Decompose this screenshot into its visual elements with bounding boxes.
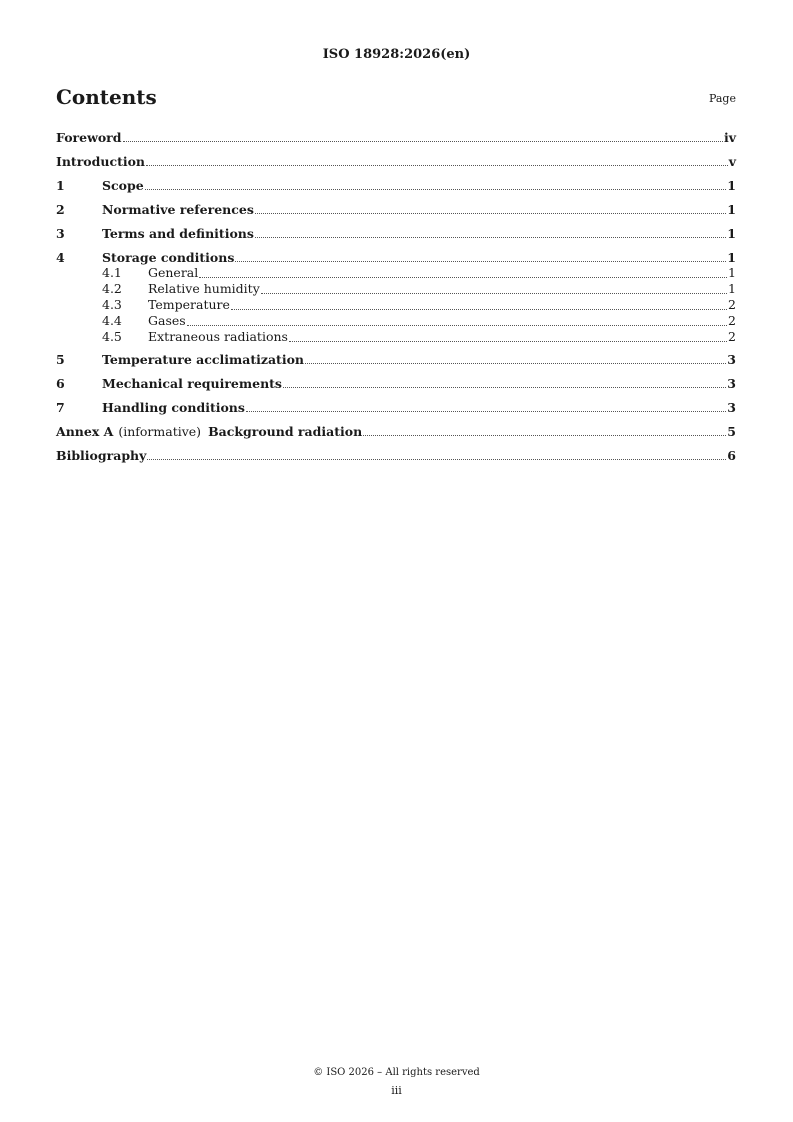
toc-page: 1 [727, 226, 736, 241]
dot-leader [235, 260, 726, 262]
footer-copyright: © ISO 2026 – All rights reserved [313, 1067, 480, 1078]
dot-leader [199, 276, 727, 278]
dot-leader [283, 386, 726, 388]
toc-entry-handling-conditions[interactable] [56, 400, 736, 415]
toc-subentry-general[interactable] [56, 265, 736, 281]
toc-page: 1 [728, 265, 736, 280]
toc-entry-introduction[interactable] [56, 154, 736, 169]
dot-leader [305, 362, 726, 364]
dot-leader [231, 308, 727, 310]
toc-entry-mechanical-requirements[interactable] [56, 376, 736, 391]
toc-page: 1 [728, 281, 736, 296]
toc-title: Gases [148, 313, 186, 328]
toc-page: 1 [727, 202, 736, 217]
dot-leader [147, 458, 726, 460]
toc-entry-bibliography[interactable] [56, 448, 736, 463]
toc-number: 4.1 [102, 265, 122, 280]
dot-leader [363, 434, 726, 436]
toc-subentry-extraneous-radiations[interactable] [56, 329, 736, 345]
toc-page: 3 [727, 352, 736, 367]
toc-number: 6 [56, 376, 65, 391]
toc-title: Background radiation [208, 424, 363, 439]
annex-note: (informative) [118, 424, 202, 439]
toc-entry-foreword[interactable] [56, 130, 736, 145]
toc-subentry-relative-humidity[interactable] [56, 281, 736, 297]
toc-title: Introduction [56, 154, 146, 169]
toc-number: 4.3 [102, 297, 122, 312]
toc-title: Scope [102, 178, 144, 193]
toc-number: 4.4 [102, 313, 122, 328]
toc-entry-scope[interactable] [56, 178, 736, 193]
toc-title: Temperature [148, 297, 230, 312]
dot-leader [123, 140, 723, 142]
toc-title: Storage conditions [102, 250, 235, 265]
toc-number: 4.2 [102, 281, 122, 296]
toc-title: Extraneous radiations [148, 329, 288, 344]
toc-number: 5 [56, 352, 65, 367]
toc-entry-normative-references[interactable] [56, 202, 736, 217]
dot-leader [246, 410, 726, 412]
toc-page: 3 [727, 376, 736, 391]
page-column-label: Page [708, 92, 736, 105]
document-id-header: ISO 18928:2026(en) [322, 47, 471, 62]
toc-entry-temperature-acclimatization[interactable] [56, 352, 736, 367]
toc-number: 2 [56, 202, 65, 217]
toc-number: 4.5 [102, 329, 122, 344]
table-of-contents [56, 130, 736, 472]
dot-leader [255, 236, 726, 238]
toc-number: 7 [56, 400, 65, 415]
toc-title: Relative humidity [148, 281, 260, 296]
toc-title: Handling conditions [102, 400, 245, 415]
toc-title: Bibliography [56, 448, 147, 463]
toc-title: Terms and definitions [102, 226, 254, 241]
dot-leader [146, 164, 728, 166]
toc-page: 5 [727, 424, 736, 439]
toc-page: 3 [727, 400, 736, 415]
toc-title: Foreword [56, 130, 122, 145]
contents-heading: Contents [56, 85, 157, 109]
toc-page: 1 [727, 178, 736, 193]
dot-leader [261, 292, 727, 294]
toc-number: 3 [56, 226, 65, 241]
toc-page: 2 [728, 313, 736, 328]
toc-entry-annex-a[interactable] [56, 424, 736, 439]
toc-subentry-temperature[interactable] [56, 297, 736, 313]
toc-entry-terms-definitions[interactable] [56, 226, 736, 241]
toc-page: 6 [727, 448, 736, 463]
toc-title: General [148, 265, 199, 280]
toc-title: Mechanical requirements [102, 376, 282, 391]
toc-entry-storage-conditions[interactable] [56, 250, 736, 265]
footer-page-number: iii [391, 1084, 402, 1097]
toc-page: v [728, 154, 736, 169]
toc-page: iv [723, 130, 736, 145]
toc-number: 4 [56, 250, 65, 265]
toc-number: 1 [56, 178, 65, 193]
dot-leader [145, 188, 727, 190]
toc-subentry-gases[interactable] [56, 313, 736, 329]
toc-page: 1 [727, 250, 736, 265]
dot-leader [255, 212, 726, 214]
toc-title: Normative references [102, 202, 254, 217]
dot-leader [289, 340, 727, 342]
toc-title: Temperature acclimatization [102, 352, 304, 367]
toc-page: 2 [728, 329, 736, 344]
dot-leader [187, 324, 727, 326]
annex-label: Annex A [56, 424, 114, 439]
toc-page: 2 [728, 297, 736, 312]
